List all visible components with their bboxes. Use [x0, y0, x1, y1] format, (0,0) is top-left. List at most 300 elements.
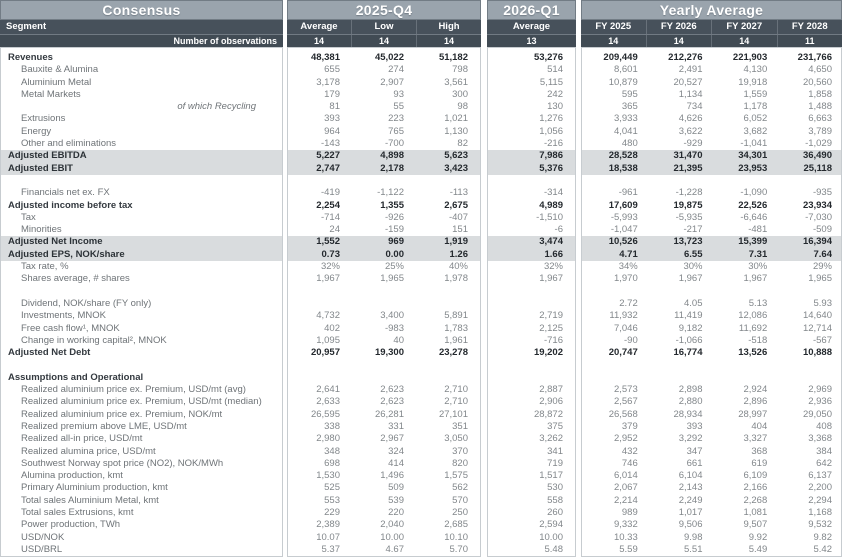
cell: 4,130 — [743, 64, 768, 76]
cell: 2,898 — [678, 384, 703, 396]
table-row — [488, 249, 575, 261]
cell: 2,214 — [613, 494, 638, 506]
table-row — [582, 421, 841, 433]
cell: 10.00 — [380, 531, 404, 543]
cell: 7,986 — [539, 150, 563, 162]
table-row — [288, 89, 480, 101]
cell: 2,594 — [539, 519, 563, 531]
cell: 1,919 — [444, 236, 468, 248]
table-row — [288, 163, 480, 175]
cell: 6,663 — [808, 113, 832, 125]
cell: 1,168 — [808, 506, 832, 518]
cell: 509 — [388, 482, 404, 494]
cell: 3,474 — [539, 236, 563, 248]
table-row — [582, 101, 841, 113]
cell: 1,783 — [444, 322, 468, 334]
table-row — [288, 52, 480, 64]
table-row — [288, 126, 480, 138]
table-row — [488, 335, 575, 347]
cell: 2,623 — [380, 384, 404, 396]
table-row — [488, 175, 575, 187]
cell: 404 — [751, 420, 768, 432]
table-row — [288, 113, 480, 125]
table-row — [288, 335, 480, 347]
cell: 2,633 — [316, 396, 340, 408]
cell — [488, 372, 575, 384]
cell: 10.33 — [613, 531, 638, 543]
cell: 1,559 — [743, 88, 768, 100]
row-label: Realized aluminium price ex. Premium, USD/mt (median) — [21, 396, 262, 408]
cell: 746 — [621, 457, 638, 469]
cell: 2,067 — [613, 482, 638, 494]
row-label: Adjusted Net Debt — [8, 347, 91, 359]
cell: 4,989 — [539, 199, 563, 211]
row-label: Realized aluminium price ex. Premium, USD/mt (avg) — [21, 384, 246, 396]
cell: 351 — [452, 420, 468, 432]
row-label: Minorities — [21, 224, 62, 236]
cell: -1,041 — [740, 138, 768, 150]
table-row — [288, 323, 480, 335]
cell: 1,496 — [380, 470, 404, 482]
cell: 19,202 — [533, 347, 563, 359]
table-row — [288, 532, 480, 544]
table-row — [582, 77, 841, 89]
cell: -518 — [748, 334, 768, 346]
cell: 4,898 — [380, 150, 404, 162]
table-row — [288, 187, 480, 199]
cell: -143 — [320, 138, 340, 150]
row-label: Adjusted Net Income — [1, 236, 282, 248]
observation-count: 14 — [608, 36, 619, 46]
table-row — [582, 261, 841, 273]
cell — [776, 372, 841, 384]
table-row — [288, 77, 480, 89]
cell: 0.00 — [385, 248, 404, 260]
cell — [416, 298, 480, 310]
cell: 1,967 — [539, 273, 563, 285]
table-row — [288, 433, 480, 445]
values-body-fy — [581, 47, 842, 557]
row-label: Primary Aluminium production, kmt — [21, 482, 168, 494]
cell: 20,747 — [608, 347, 638, 359]
cell: 98 — [457, 101, 468, 113]
cell: 734 — [686, 101, 703, 113]
cell: 26,595 — [310, 408, 340, 420]
cell: 3,423 — [444, 162, 468, 174]
cell: 2,623 — [380, 396, 404, 408]
cell: -314 — [543, 187, 563, 199]
cell: 331 — [388, 420, 404, 432]
cell — [776, 175, 841, 187]
cell: 661 — [686, 457, 703, 469]
cell: 2,166 — [743, 482, 768, 494]
table-row — [288, 372, 480, 384]
cell: 1,355 — [380, 199, 404, 211]
table-row — [488, 89, 575, 101]
cell: 9,332 — [613, 519, 638, 531]
cell: 12,086 — [738, 310, 768, 322]
cell: 2,896 — [743, 396, 768, 408]
cell: 1.66 — [544, 248, 563, 260]
cell: 51,182 — [438, 52, 468, 63]
cell — [416, 286, 480, 298]
cell: 5,115 — [539, 76, 563, 88]
cell: 375 — [547, 420, 563, 432]
cell: 1,967 — [743, 273, 768, 285]
table-row — [488, 421, 575, 433]
cell: 3,622 — [678, 125, 703, 137]
cell: -1,047 — [610, 224, 638, 236]
cell: 2,952 — [613, 433, 638, 445]
cell: 20,560 — [802, 76, 832, 88]
row-label: Other and eliminations — [21, 138, 117, 150]
cell: 5.51 — [684, 543, 703, 555]
cell: 27,101 — [438, 408, 468, 420]
cell: 3,327 — [743, 433, 768, 445]
table-row — [582, 236, 841, 248]
cell: 40% — [448, 261, 468, 273]
table-row — [488, 532, 575, 544]
cell: 15,399 — [738, 236, 768, 248]
table-row — [288, 458, 480, 470]
cell: 765 — [388, 125, 404, 137]
cell: 5.93 — [813, 297, 832, 309]
segment-labels-body — [0, 47, 283, 557]
cell: 3,789 — [808, 125, 832, 137]
table-row — [288, 495, 480, 507]
cell: 384 — [816, 445, 832, 457]
table-row — [488, 323, 575, 335]
table-row — [288, 347, 480, 359]
cell: 2,924 — [743, 384, 768, 396]
cell: 4,650 — [808, 64, 832, 76]
cell: 719 — [547, 457, 563, 469]
panel-title-yearly-average: Yearly Average — [581, 0, 842, 20]
table-row — [582, 359, 841, 371]
cell: 10,526 — [608, 236, 638, 248]
cell: 3,933 — [613, 113, 638, 125]
table-row — [288, 482, 480, 494]
cell: 93 — [393, 88, 404, 100]
table-row — [488, 273, 575, 285]
table-row — [582, 347, 841, 359]
table-row — [288, 200, 480, 212]
cell: 553 — [324, 494, 340, 506]
table-row — [288, 507, 480, 519]
cell — [712, 286, 777, 298]
cell: -935 — [812, 187, 832, 199]
table-row — [488, 347, 575, 359]
cell: 6,137 — [808, 470, 832, 482]
cell: 2,573 — [613, 384, 638, 396]
cell: 5.13 — [748, 297, 768, 309]
cell: 1,552 — [316, 236, 340, 248]
cell: 9,182 — [678, 322, 703, 334]
cell: 2,040 — [380, 519, 404, 531]
cell: 6,104 — [678, 470, 703, 482]
row-label: Realized aluminium price ex. Premium, NOK/mt — [21, 408, 223, 420]
cell: 2,143 — [678, 482, 703, 494]
table-row — [582, 175, 841, 187]
cell — [582, 359, 647, 371]
table-row — [582, 249, 841, 261]
row-label — [1, 175, 282, 187]
cell: 1,965 — [808, 273, 832, 285]
cell — [712, 359, 777, 371]
observations-label: Number of observations — [0, 34, 283, 47]
cell — [352, 286, 416, 298]
cell: 1,488 — [808, 101, 832, 113]
table-row — [288, 446, 480, 458]
cell: 25,118 — [803, 162, 832, 174]
cell: 3,400 — [380, 310, 404, 322]
cell: 1,130 — [444, 125, 468, 137]
cell: 7,046 — [613, 322, 638, 334]
cell — [488, 298, 575, 310]
cell: -159 — [384, 224, 404, 236]
cell: -481 — [748, 224, 768, 236]
table-row — [488, 64, 575, 76]
table-row — [582, 298, 841, 310]
cell: 30% — [748, 261, 768, 273]
observation-count: 11 — [777, 35, 842, 47]
table-row — [488, 310, 575, 322]
cell: 2,178 — [380, 162, 404, 174]
segment-panel — [0, 0, 283, 557]
cell: 231,766 — [797, 52, 832, 63]
table-row — [288, 396, 480, 408]
cell: 48,381 — [310, 52, 340, 63]
table-row — [582, 64, 841, 76]
row-label: Adjusted income before tax — [8, 199, 133, 211]
table-row — [582, 519, 841, 531]
cell: 18,538 — [608, 162, 638, 174]
row-label: Alumina production, kmt — [21, 470, 123, 482]
observation-count: 14 — [416, 35, 481, 47]
panel-2026-q1 — [487, 0, 576, 557]
cell: 20,527 — [673, 76, 703, 88]
cell: 300 — [452, 88, 468, 100]
cell: 562 — [452, 482, 468, 494]
cell — [712, 372, 777, 384]
table-row — [288, 519, 480, 531]
table-row — [488, 101, 575, 113]
cell: 3,262 — [539, 433, 563, 445]
table-row — [288, 101, 480, 113]
table-row — [582, 273, 841, 285]
table-row — [582, 544, 841, 556]
cell — [288, 359, 352, 371]
row-label: USD/BRL — [21, 543, 63, 555]
observation-count: 14 — [646, 35, 712, 47]
cell: 530 — [547, 482, 563, 494]
table-row — [488, 507, 575, 519]
table-row — [488, 236, 575, 248]
cell: 11,692 — [738, 322, 768, 334]
cell: -509 — [812, 224, 832, 236]
cell: -217 — [683, 224, 703, 236]
cell: 32% — [320, 261, 340, 273]
table-row — [488, 495, 575, 507]
table-row — [582, 224, 841, 236]
cell: -714 — [320, 211, 340, 223]
cell: 3,682 — [743, 125, 768, 137]
table-row — [582, 113, 841, 125]
cell: 480 — [621, 138, 638, 150]
row-label: Tax rate, % — [21, 261, 69, 273]
cell: 642 — [816, 457, 832, 469]
cell: 28,872 — [533, 408, 563, 420]
cell: 30% — [683, 261, 703, 273]
segment-header: Segment — [0, 20, 283, 34]
cell: 393 — [686, 420, 703, 432]
cell: 365 — [621, 101, 638, 113]
cell: 0.73 — [321, 248, 340, 260]
cell: 514 — [547, 64, 563, 76]
table-row — [488, 200, 575, 212]
observation-count: 14 — [313, 36, 324, 46]
cell: 223 — [388, 113, 404, 125]
table-row — [582, 89, 841, 101]
cell — [647, 286, 712, 298]
cell: -961 — [618, 187, 638, 199]
cell: 2,249 — [678, 494, 703, 506]
cell: 16,394 — [802, 236, 832, 248]
cell: 3,178 — [316, 76, 340, 88]
row-label: Shares average, # shares — [21, 273, 130, 285]
cell: 221,903 — [732, 52, 768, 63]
row-label: Assumptions and Operational — [8, 371, 144, 383]
cell: 31,470 — [673, 150, 703, 162]
column-header-fy2025: FY 2025 — [595, 21, 632, 32]
table-row — [582, 200, 841, 212]
table-row — [582, 409, 841, 421]
cell: 4,626 — [678, 113, 703, 125]
cell: 4.67 — [385, 543, 404, 555]
cell — [288, 298, 352, 310]
table-row — [488, 261, 575, 273]
table-row — [288, 286, 480, 298]
cell: 82 — [457, 138, 468, 150]
cell: 212,276 — [668, 52, 703, 63]
table-row — [488, 470, 575, 482]
cell: 2,967 — [380, 433, 404, 445]
table-row — [582, 396, 841, 408]
cell: 28,528 — [608, 150, 638, 162]
cell: -1,090 — [740, 187, 768, 199]
row-label: Adjusted EBITDA — [1, 150, 282, 162]
cell: 347 — [686, 445, 703, 457]
table-row — [582, 138, 841, 150]
cell: -1,510 — [536, 211, 563, 223]
table-row — [488, 384, 575, 396]
cell: 595 — [621, 88, 638, 100]
table-row — [488, 52, 575, 64]
cell: 1,970 — [613, 273, 638, 285]
cell: 379 — [621, 420, 638, 432]
table-row — [488, 298, 575, 310]
cell: -5,993 — [610, 211, 638, 223]
cell: 5.70 — [449, 543, 468, 555]
row-label: Dividend, NOK/share (FY only) — [21, 297, 152, 309]
cell — [776, 359, 841, 371]
table-row — [582, 458, 841, 470]
cell: 2,125 — [539, 322, 563, 334]
cell: 23,953 — [738, 162, 768, 174]
row-label: Bauxite & Alumina — [21, 64, 99, 76]
cell: 53,276 — [533, 52, 563, 63]
table-row — [288, 249, 480, 261]
cell: -6 — [554, 224, 563, 236]
cell — [352, 175, 416, 187]
column-header-low: Low — [351, 20, 416, 34]
cell: -1,029 — [805, 138, 832, 150]
cell: 14,640 — [802, 310, 832, 322]
cell — [712, 175, 777, 187]
cell: 1,575 — [444, 470, 468, 482]
table-row — [582, 532, 841, 544]
table-row — [288, 273, 480, 285]
cell: 5.42 — [813, 543, 832, 555]
row-label: Adjusted EPS, NOK/share — [1, 249, 282, 261]
cell: 10,879 — [608, 76, 638, 88]
cell: -5,935 — [675, 211, 703, 223]
table-row — [582, 52, 841, 64]
cell: 3,050 — [444, 433, 468, 445]
cell: 19,300 — [374, 347, 404, 359]
table-row — [288, 236, 480, 248]
cell — [647, 372, 712, 384]
cell — [416, 175, 480, 187]
cell: 1,081 — [743, 506, 768, 518]
observation-count: 13 — [526, 36, 537, 46]
cell: 260 — [547, 506, 563, 518]
cell: 179 — [324, 88, 340, 100]
panel-2025-q4 — [287, 0, 481, 557]
table-row — [488, 544, 575, 556]
cell: 2,880 — [678, 396, 703, 408]
cell: 2,268 — [743, 494, 768, 506]
column-header-average: Average — [300, 21, 338, 32]
cell: 9.82 — [813, 531, 832, 543]
table-row — [288, 310, 480, 322]
cell: 539 — [388, 494, 404, 506]
row-label: Extrusions — [21, 113, 66, 125]
row-label: Change in working capital², MNOK — [21, 334, 167, 346]
observation-count: 14 — [351, 35, 416, 47]
table-row — [488, 150, 575, 162]
row-label: Aluminium Metal — [21, 76, 92, 88]
cell: 242 — [547, 88, 563, 100]
cell: 3,368 — [808, 433, 832, 445]
column-headers-fy — [581, 20, 842, 34]
cell: 4.71 — [619, 248, 638, 260]
cell: 2,906 — [539, 396, 563, 408]
cell: 2,675 — [444, 199, 468, 211]
row-label: Realized all-in price, USD/mt — [21, 433, 143, 445]
cell — [488, 175, 575, 187]
cell: -929 — [683, 138, 703, 150]
cell: -7,030 — [805, 211, 832, 223]
table-row — [582, 286, 841, 298]
cell: 23,278 — [438, 347, 468, 359]
cell: 81 — [329, 101, 340, 113]
cell — [288, 372, 352, 384]
cell: 19,918 — [738, 76, 768, 88]
table-row — [582, 335, 841, 347]
cell: 2.72 — [619, 297, 638, 309]
table-row — [582, 163, 841, 175]
